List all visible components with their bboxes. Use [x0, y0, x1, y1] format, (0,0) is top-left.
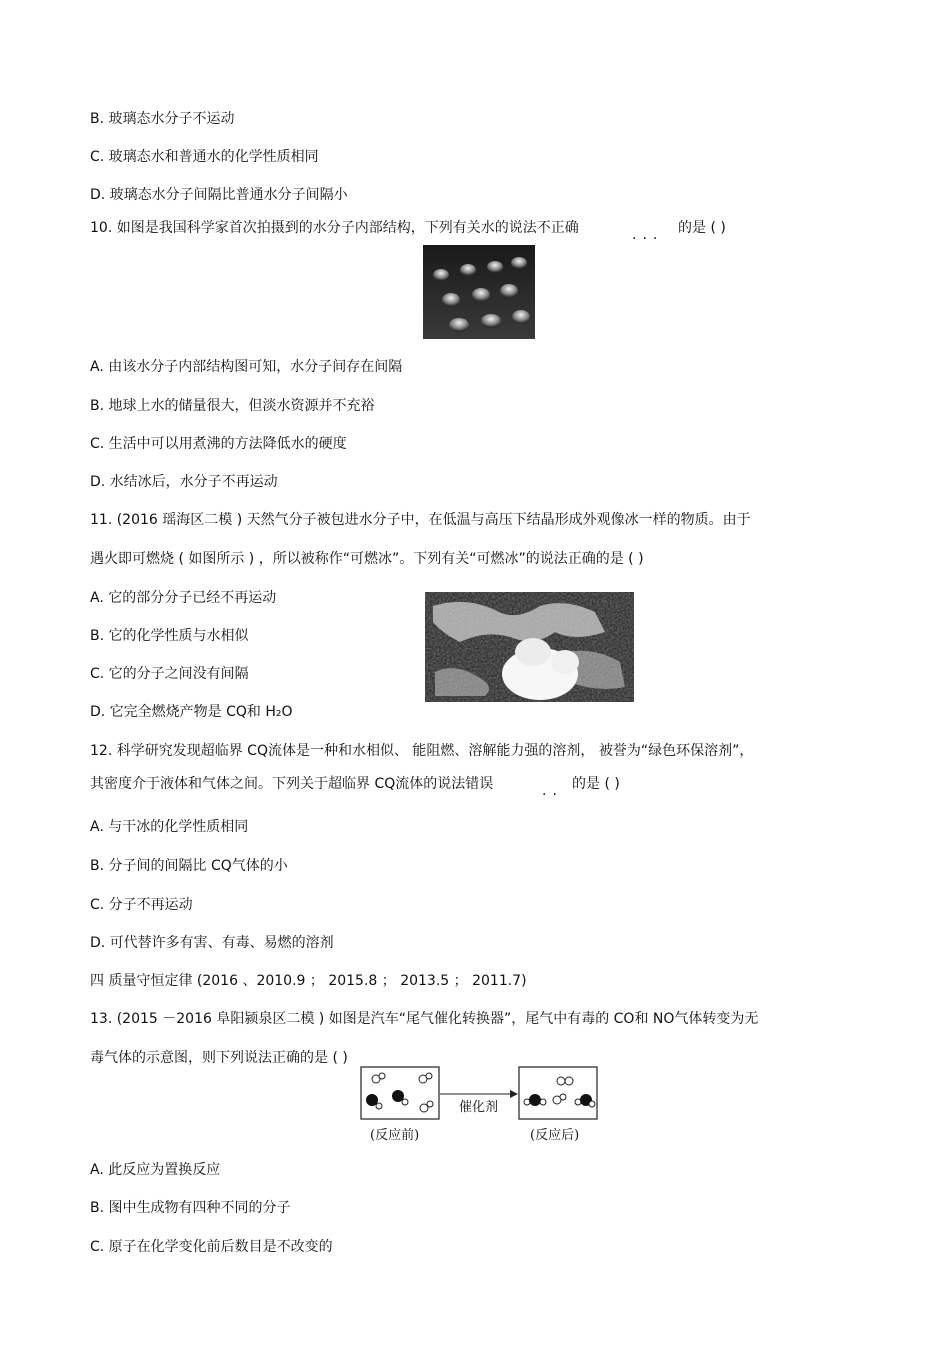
q10-option-b: B. 地球上水的储量很大，但淡水资源并不充裕 — [90, 398, 375, 414]
q13-option-c: C. 原子在化学变化前后数目是不改变的 — [90, 1239, 333, 1255]
q10-option-a: A. 由该水分子内部结构图可知，水分子间存在间隔 — [90, 359, 403, 375]
q12-option-d: D. 可代替许多有害、有毒、易燃的溶剂 — [90, 935, 334, 951]
q12-option-b: B. 分子间的间隔比 CQ气体的小 — [90, 858, 288, 874]
q10-option-d: D. 水结冰后，水分子不再运动 — [90, 474, 278, 490]
catalyst-label: 催化剂 — [459, 1100, 499, 1115]
q10-stem: 10. 如图是我国科学家首次拍摄到的水分子内部结构，下列有关水的说法不正确 — [90, 220, 579, 236]
q11-option-c: C. 它的分子之间没有间隔 — [90, 666, 249, 682]
q12-stem-line2a: 其密度介于液体和气体之间。下列关于超临界 CQ流体的说法错误 — [90, 776, 494, 792]
q10-option-c: C. 生活中可以用煮沸的方法降低水的硬度 — [90, 436, 347, 452]
q11-option-b: B. 它的化学性质与水相似 — [90, 628, 249, 644]
q13-stem-line1: 13. (2015 －2016 阜阳颍泉区二模 ) 如图是汽车“尾气催化转换器”，尾气中有毒的 CO和 NO气体转变为无 — [90, 1011, 759, 1027]
q12-stem-line2b: 的是 ( ) — [572, 776, 620, 792]
q11-stem-line2: 遇火即可燃烧 ( 如图所示 ) ，所以被称作“可燃冰”。下列有关“可燃冰”的说法正确的是 ( ) — [90, 551, 644, 567]
q12-stem-line1: 12. 科学研究发现超临界 CQ流体是一种和水相似、 能阻燃、溶解能力强的溶剂， 被誉为“绿色环保溶剂”， — [90, 743, 754, 759]
q11-stem-line1: 11. (2016 瑶海区二模 ) 天然气分子被包进水分子中，在低温与高压下结晶形成外观像冰一样的物质。由于 — [90, 512, 751, 528]
q12-option-c: C. 分子不再运动 — [90, 897, 193, 913]
section-heading: 四 质量守恒定律 (2016 、2010.9 ； 2015.8 ； 2013.5 ； 2011.7) — [90, 973, 527, 989]
q9-option-d: D. 玻璃态水分子间隔比普通水分子间隔小 — [90, 187, 348, 203]
after-reaction-caption: (反应后) — [530, 1128, 580, 1143]
q12-emphasis-dots: .. — [542, 783, 563, 799]
q12-option-a: A. 与干冰的化学性质相同 — [90, 819, 249, 835]
q9-option-b: B. 玻璃态水分子不运动 — [90, 111, 235, 127]
q10-tail: 的是 ( ) — [678, 220, 726, 236]
water-molecule-image — [423, 245, 535, 339]
q11-option-a: A. 它的部分分子已经不再运动 — [90, 590, 277, 606]
q13-option-a: A. 此反应为置换反应 — [90, 1162, 221, 1178]
q13-option-b: B. 图中生成物有四种不同的分子 — [90, 1200, 291, 1216]
q11-option-d: D. 它完全燃烧产物是 CQ和 H₂O — [90, 704, 293, 720]
combustible-ice-image — [425, 592, 634, 702]
before-reaction-caption: (反应前) — [370, 1128, 420, 1143]
q10-emphasis-dots: ... — [632, 227, 664, 243]
q9-option-c: C. 玻璃态水和普通水的化学性质相同 — [90, 149, 319, 165]
q13-stem-line2: 毒气体的示意图，则下列说法正确的是 ( ) — [90, 1050, 348, 1066]
